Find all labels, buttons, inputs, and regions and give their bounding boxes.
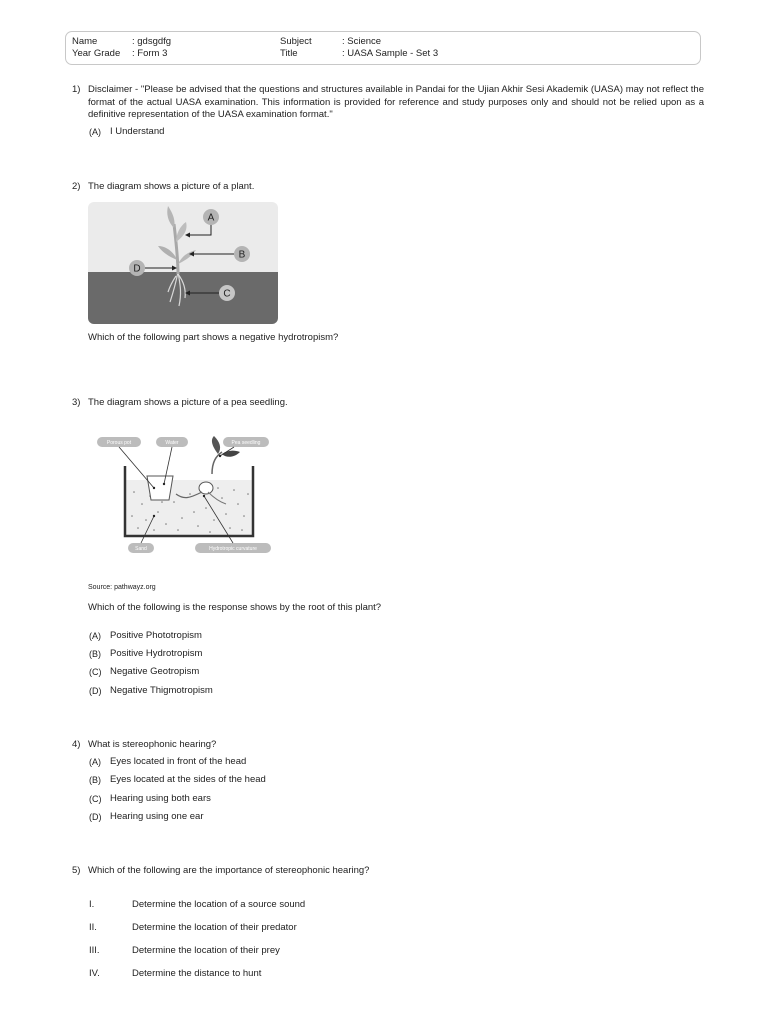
label-porous-pot: Porous pot: [106, 440, 132, 446]
q4-option-c-text[interactable]: Hearing using both ears: [110, 793, 211, 804]
grade-label: Year Grade: [72, 48, 121, 59]
q4-option-b-text[interactable]: Eyes located at the sides of the head: [110, 774, 266, 785]
q5-item-4-numeral: IV.: [89, 968, 100, 979]
label-a: A: [207, 212, 215, 224]
q1-option-a-text[interactable]: I Understand: [110, 126, 165, 137]
grade-value: : Form 3: [132, 48, 168, 59]
q3-option-b-text[interactable]: Positive Hydrotropism: [110, 648, 203, 659]
q4-option-b-letter[interactable]: (B): [89, 775, 101, 785]
q3-option-a-letter[interactable]: (A): [89, 631, 101, 641]
name-label: Name: [72, 36, 98, 47]
label-d: D: [133, 263, 141, 275]
subject-value: : Science: [342, 36, 382, 47]
label-sand: Sand: [135, 546, 147, 552]
label-water: Water: [165, 440, 179, 446]
q3-option-d-letter[interactable]: (D): [89, 686, 102, 696]
q5-item-2-numeral: II.: [89, 922, 97, 933]
q4-option-d-letter[interactable]: (D): [89, 812, 102, 822]
q5-item-1-text: Determine the location of a source sound: [132, 899, 306, 910]
q4-option-d-text[interactable]: Hearing using one ear: [110, 811, 204, 822]
title-value: : UASA Sample - Set 3: [342, 48, 439, 59]
soil-area: [88, 272, 278, 324]
q5-item-3-numeral: III.: [89, 945, 100, 956]
q3-number: 3): [72, 397, 81, 408]
q2-question: Which of the following part shows a negative hydrotropism?: [88, 332, 339, 343]
q5-text: Which of the following are the importance of stereophonic hearing?: [88, 865, 370, 876]
title-label: Title: [280, 48, 298, 59]
air-background: [88, 202, 278, 272]
q3-option-a-text[interactable]: Positive Phototropism: [110, 630, 202, 641]
pea-seedling-diagram: [94, 432, 276, 556]
seedling-leaf-1: [212, 436, 220, 454]
q1-number: 1): [72, 84, 81, 95]
q1-option-a-letter[interactable]: (A): [89, 127, 101, 137]
q2-text: The diagram shows a picture of a plant.: [88, 181, 255, 192]
subject-label: Subject: [280, 36, 312, 47]
label-hydrotropic: Hydrotropic curvature: [209, 546, 257, 552]
seedling-leaf-2: [222, 451, 240, 457]
q3-option-c-letter[interactable]: (C): [89, 667, 102, 677]
q5-item-1-numeral: I.: [89, 899, 95, 910]
q3-option-c-text[interactable]: Negative Geotropism: [110, 666, 200, 677]
q5-item-4-text: Determine the distance to hunt: [132, 968, 262, 979]
q3-text: The diagram shows a picture of a pea seedling.: [88, 397, 288, 408]
q2-number: 2): [72, 181, 81, 192]
name-value: : gdsgdfg: [132, 36, 172, 47]
plant-diagram: [88, 202, 278, 324]
q4-option-c-letter[interactable]: (C): [89, 794, 102, 804]
q4-option-a-text[interactable]: Eyes located in front of the head: [110, 756, 247, 767]
q4-text: What is stereophonic hearing?: [88, 739, 217, 750]
q5-number: 5): [72, 865, 81, 876]
sand-tray: [125, 480, 253, 536]
q3-question: Which of the following is the response shows by the root of this plant?: [88, 602, 382, 613]
q3-option-d-text[interactable]: Negative Thigmotropism: [110, 685, 213, 696]
q3-source: Source: pathwayz.org: [88, 584, 156, 591]
q5-item-2-text: Determine the location of their predator: [132, 922, 297, 933]
q1-text: Disclaimer - "Please be advised that the questions and structures available in Pandai for the Ujian Akhir Sesi Akademik (UASA) may not reflect the format of the actual UASA examination. This information is provided for reference and study purposes only and should not be relied upon as a definitive representation of the UASA examination format.": [88, 84, 704, 120]
q3-option-b-letter[interactable]: (B): [89, 649, 101, 659]
label-b: B: [238, 249, 246, 261]
q4-number: 4): [72, 739, 81, 750]
q4-option-a-letter[interactable]: (A): [89, 757, 101, 767]
label-pea-seedling: Pea seedling: [231, 440, 261, 446]
porous-pot: [147, 476, 173, 500]
label-c: C: [223, 288, 231, 300]
q5-item-3-text: Determine the location of their prey: [132, 945, 280, 956]
